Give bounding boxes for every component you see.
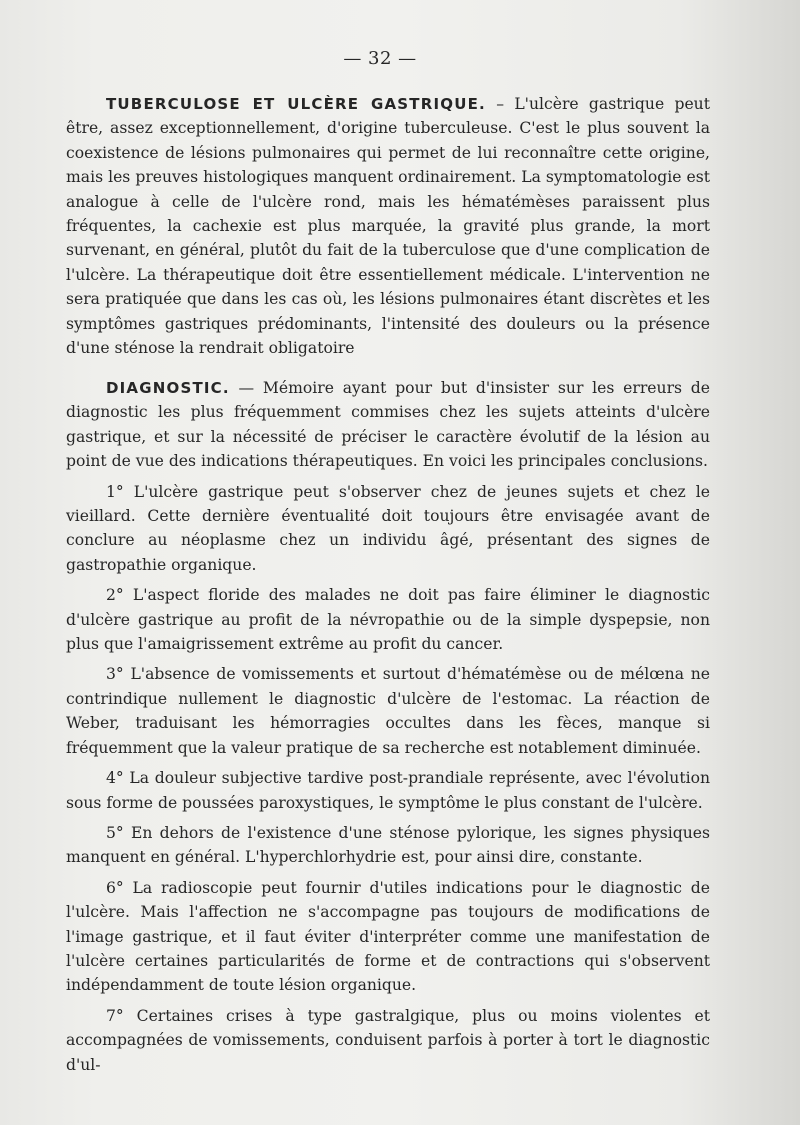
section-title: TUBERCULOSE ET ULCÈRE GASTRIQUE. (106, 95, 486, 113)
section-diagnostic (66, 376, 710, 1077)
conclusion-item-4: 4° La douleur subjective tardive post-prandiale représente, avec l'évolution sous forme de poussées paroxystiques, le symptôme le plus constant de l'ulcère. (66, 769, 710, 812)
conclusion-item-5: 5° En dehors de l'existence d'une sténose pylorique, les signes physiques manquent en général. L'hyperchlorhydrie est, pour ainsi dire, constante. (66, 823, 710, 867)
paragraph-tuberculose (66, 92, 710, 360)
page-number: — 32 — (343, 48, 417, 69)
section-title: DIAGNOSTIC. (106, 379, 230, 397)
paragraph-diagnostic (66, 376, 710, 474)
conclusion-item-3: 3° L'absence de vomissements et surtout d'hématémèse ou de mélœna ne contrindique nullement le diagnostic d'ulcère de l'estomac. La réaction de Weber, traduisant les hémorragies occultes dans les fèces, manque si fréquemment que la valeur pratique de sa recherche est notablement diminuée. (66, 665, 710, 757)
conclusion-item-1: 1° L'ulcère gastrique peut s'observer chez de jeunes sujets et chez le vieillard. Cette dernière éventualité doit toujours être envisagée avant de conclure au néoplasme chez un individu âgé, présentant des signes de gastropathie organique. (66, 482, 710, 574)
conclusion-item-2: 2° L'aspect floride des malades ne doit pas faire éliminer le diagnostic d'ulcère gastrique au profit de la névropathie ou de la simple dyspepsie, non plus que l'amaigrissement extrême au profit du cancer. (66, 586, 710, 654)
section-text: – L'ulcère gastrique peut être, assez exceptionnellement, d'origine tuberculeuse. C'est le plus souvent la coexistence de lésions pulmonaires qui permet de lui reconnaître cette origine, mais les preuves histologiques manquent ordinairement. La symptomatologie est analogue à celle de l'ulcère rond, mais les hématémèses paraissent plus fréquentes, la cachexie est plus marquée, la gravité plus grande, la mort survenant, en général, plutôt du fait de la tuberculose que d'une complication de l'ulcère. La thérapeutique doit être essentiellement médicale. L'intervention ne sera pratiquée que dans les cas où, les lésions pulmonaires étant discrètes et les symptômes gastriques prédominants, l'intensité des douleurs ou la présence d'une sténose la rendrait obligatoire (66, 95, 710, 358)
conclusion-item-7: 7° Certaines crises à type gastralgique, plus ou moins violentes et accompagnées de vomissements, conduisent parfois à porter à tort le diagnostic d'ul- (66, 1006, 710, 1074)
section-text: — Mémoire ayant pour but d'insister sur les erreurs de diagnostic les plus fréquemment commises chez les sujets atteints d'ulcère gastrique, et sur la nécessité de préciser le caractère évolutif de la lésion au point de vue des indications thérapeutiques. En voici les principales conclusions. (66, 379, 710, 471)
conclusion-item-6: 6° La radioscopie peut fournir d'utiles indications pour le diagnostic de l'ulcère. Mais l'affection ne s'accompagne pas toujours de modifications de l'image gastrique, et il faut éviter d'interpréter comme une manifestation de l'ulcère certaines particularités de forme et de contractions qui s'observent indépendamment de toute lésion organique. (66, 878, 710, 995)
section-tuberculose (66, 92, 710, 360)
